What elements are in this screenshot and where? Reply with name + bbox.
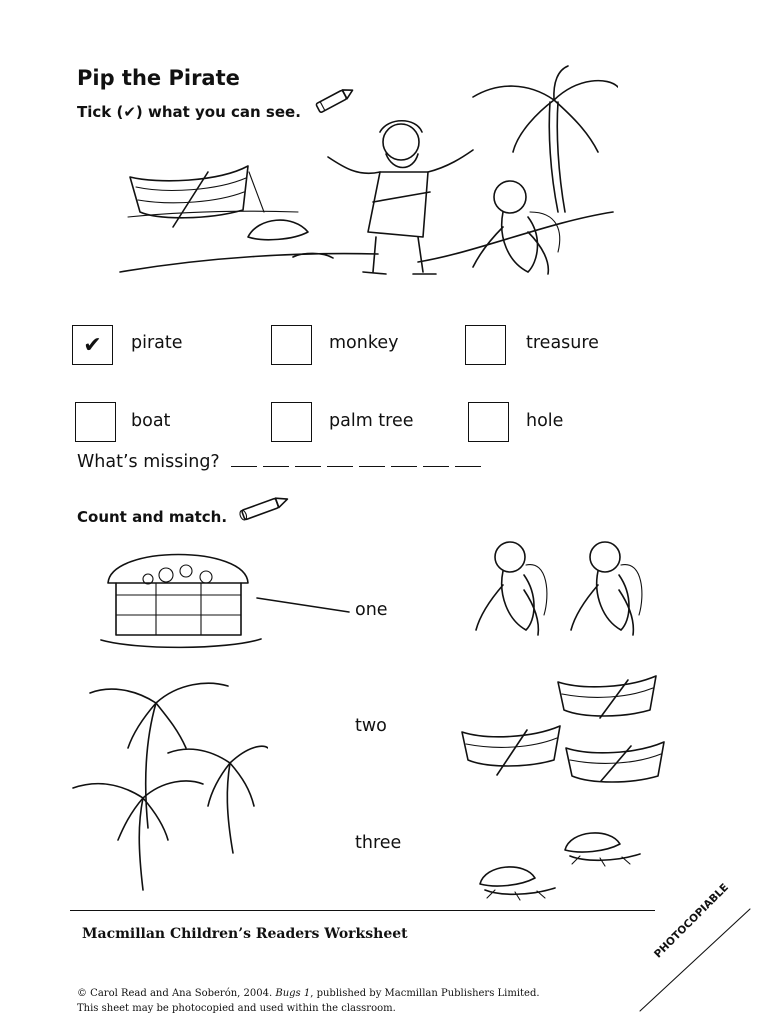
copyright-book-title: Bugs 1 bbox=[275, 988, 311, 999]
label-pirate: pirate bbox=[131, 333, 183, 353]
answer-blank[interactable] bbox=[295, 450, 321, 467]
answer-blank[interactable] bbox=[423, 450, 449, 467]
three-palm-trees-illustration bbox=[68, 668, 268, 893]
pencil-icon-2 bbox=[232, 492, 294, 524]
three-boats-illustration bbox=[458, 668, 668, 783]
photocopiable-label: PHOTOCOPIABLE bbox=[652, 881, 732, 961]
footer-title: Macmillan Children’s Readers Worksheet bbox=[82, 926, 408, 942]
label-monkey: monkey bbox=[329, 333, 399, 353]
number-one[interactable]: one bbox=[355, 600, 388, 620]
answer-blank[interactable] bbox=[231, 450, 257, 467]
number-two[interactable]: two bbox=[355, 716, 387, 736]
answer-blank[interactable] bbox=[263, 450, 289, 467]
answer-blank[interactable] bbox=[359, 450, 385, 467]
missing-prompt: What’s missing? bbox=[77, 452, 220, 472]
tick-instruction: Tick (✔) what you can see. bbox=[77, 103, 301, 121]
answer-blank[interactable] bbox=[327, 450, 353, 467]
count-instruction: Count and match. bbox=[77, 508, 228, 526]
checkbox-monkey[interactable] bbox=[271, 325, 312, 365]
missing-answer-blanks[interactable] bbox=[225, 452, 481, 472]
checkbox-treasure[interactable] bbox=[465, 325, 506, 365]
label-treasure: treasure bbox=[526, 333, 599, 353]
footer-divider bbox=[70, 910, 655, 911]
label-palm-tree: palm tree bbox=[329, 411, 414, 431]
label-boat: boat bbox=[131, 411, 171, 431]
checkbox-pirate[interactable]: ✔ bbox=[72, 325, 113, 365]
copyright-authors: © Carol Read and Ana Soberón, 2004. bbox=[77, 988, 276, 999]
copyright-line-2: This sheet may be photocopied and used within the classroom. bbox=[77, 1003, 396, 1014]
copyright-line-1 bbox=[77, 988, 540, 999]
answer-blank[interactable] bbox=[455, 450, 481, 467]
pirate-scene-illustration bbox=[118, 62, 618, 294]
two-monkeys-illustration bbox=[468, 535, 658, 645]
two-holes-illustration bbox=[470, 822, 660, 902]
checkbox-palm-tree[interactable] bbox=[271, 402, 312, 442]
answer-blank[interactable] bbox=[391, 450, 417, 467]
copyright-publisher: , published by Macmillan Publishers Limited. bbox=[310, 988, 540, 999]
checkbox-boat[interactable] bbox=[75, 402, 116, 442]
checkbox-hole[interactable] bbox=[468, 402, 509, 442]
treasure-chest-illustration bbox=[96, 535, 266, 655]
worksheet-title: Pip the Pirate bbox=[77, 66, 240, 90]
missing-prompt-row bbox=[77, 450, 481, 472]
match-line-one bbox=[255, 592, 351, 616]
label-hole: hole bbox=[526, 411, 564, 431]
number-three[interactable]: three bbox=[355, 833, 402, 853]
